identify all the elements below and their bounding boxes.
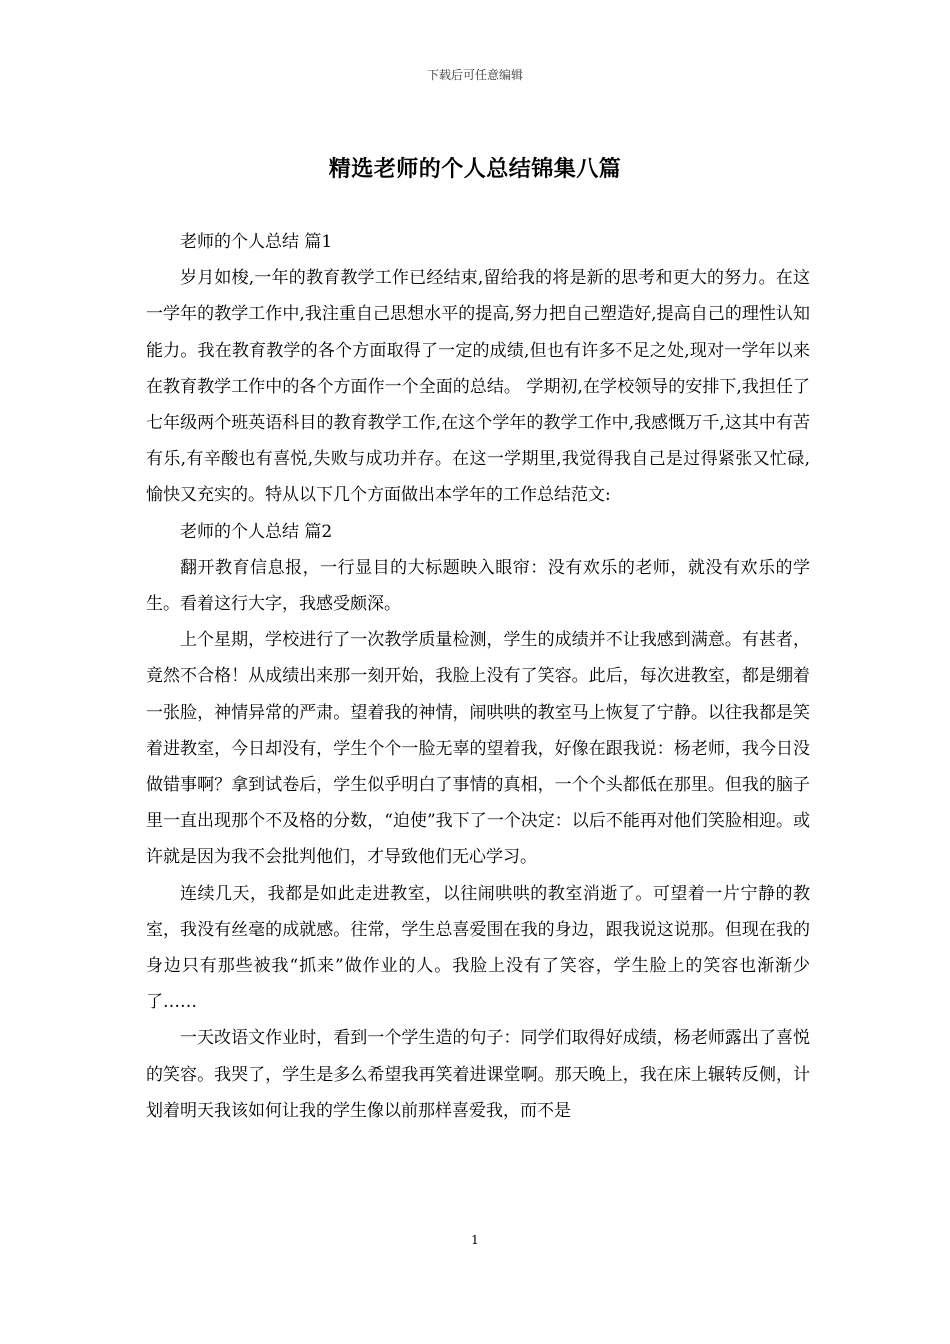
paragraph: 翻开教育信息报，一行显目的大标题映入眼帘：没有欢乐的老师，就没有欢乐的学生。看着这行大字，我感受颇深。 bbox=[146, 557, 810, 615]
page-header: 下载后可任意编辑 bbox=[426, 68, 523, 82]
page-number: 1 bbox=[471, 1233, 479, 1247]
document-title: 精选老师的个人总结锦集八篇 bbox=[328, 156, 622, 182]
paragraph: 岁月如梭,一年的教育教学工作已经结束,留给我的将是新的思考和更大的努力。在这一学年的教学工作中,我注重自己思想水平的提高,努力把自己塑造好,提高自己的理性认知能力。我在教育教学的各个方面取得了一定的成绩,但也有许多不足之处,现对一学年以来在教育教学工作中的各个方面作一个全面的总结。 学期初,在学校领导的安排下,我担任了七年级两个班英语科目的教育教学工作,在这个学年的教学工作中,我感慨万千,这其中有苦有乐,有辛酸也有喜悦,失败与成功并存。在这一学期里,我觉得我自己是过得紧张又忙碌,愉快又充实的。特从以下几个方面做出本学年的工作总结范文: bbox=[146, 268, 810, 506]
section-heading-2: 老师的个人总结 篇2 bbox=[180, 521, 333, 542]
document-body bbox=[146, 224, 810, 1129]
paragraph: 上个星期，学校进行了一次教学质量检测，学生的成绩并不让我感到满意。有甚者，竟然不合格！从成绩出来那一刻开始，我脸上没有了笑容。此后，每次进教室，都是绷着一张脸，神情异常的严肃。望着我的神情，闹哄哄的教室马上恢复了宁静。以往我都是笑着进教室，今日却没有，学生个个一脸无辜的望着我，好像在跟我说：杨老师，我今日没做错事啊？拿到试卷后，学生似乎明白了事情的真相，一个个头都低在那里。但我的脑子里一直出现那个不及格的分数，“迫使”我下了一个决定：以后不能再对他们笑脸相迎。或许就是因为我不会批判他们，才导致他们无心学习。 bbox=[146, 630, 810, 868]
paragraph: 一天改语文作业时，看到一个学生造的句子：同学们取得好成绩，杨老师露出了喜悦的笑容。我哭了，学生是多么希望我再笑着进课堂啊。那天晚上，我在床上辗转反侧，计划着明天我该如何让我的学生像以前那样喜爱我，而不是 bbox=[146, 1028, 810, 1121]
paragraph: 连续几天，我都是如此走进教室，以往闹哄哄的教室消逝了。可望着一片宁静的教室，我没有丝毫的成就感。往常，学生总喜爱围在我的身边，跟我说这说那。但现在我的身边只有那些被我“抓来”做作业的人。我脸上没有了笑容，学生脸上的笑容也渐渐少了…… bbox=[146, 883, 810, 1013]
section-heading-1: 老师的个人总结 篇1 bbox=[180, 232, 333, 252]
